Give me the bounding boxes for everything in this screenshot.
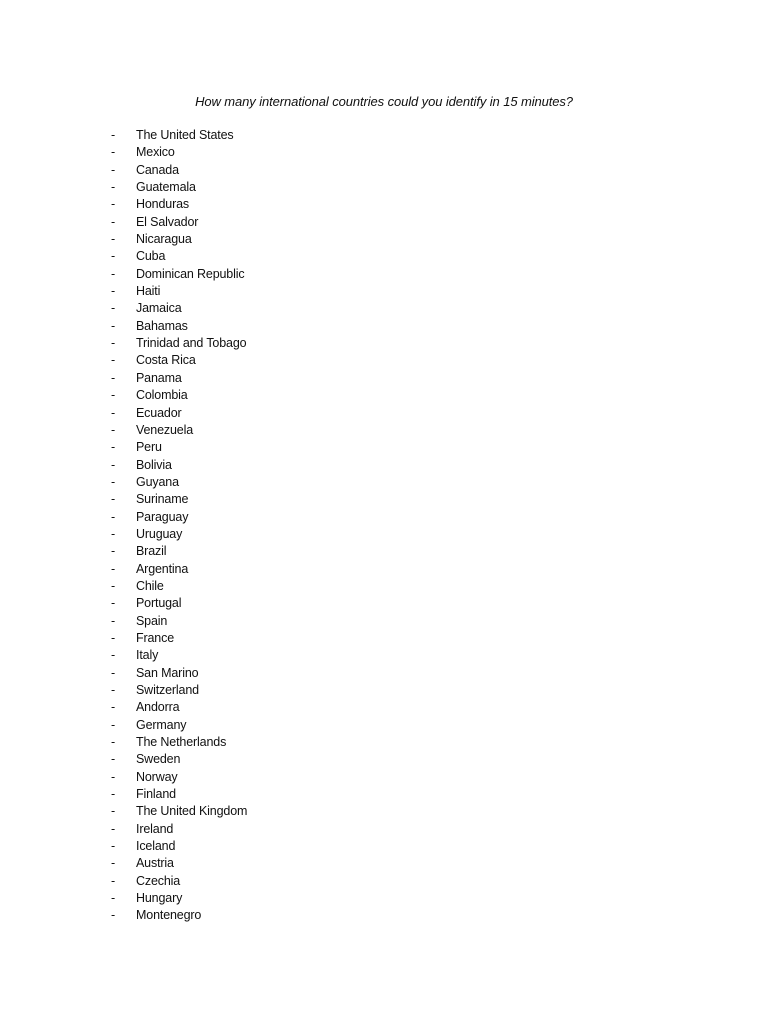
page-title: How many international countries could you identify in 15 minutes? — [195, 94, 573, 109]
list-item — [0, 214, 400, 231]
list-item — [0, 162, 400, 179]
bullet-dash: - — [111, 249, 116, 264]
country-name: San Marino — [136, 665, 199, 680]
bullet-dash: - — [111, 596, 116, 611]
bullet-dash: - — [111, 336, 116, 351]
list-item — [0, 734, 400, 751]
bullet-dash: - — [111, 630, 116, 645]
country-name: Switzerland — [136, 683, 199, 697]
country-name: Bahamas — [136, 318, 188, 333]
list-item — [0, 283, 400, 300]
country-name: Sweden — [136, 752, 181, 767]
bullet-dash: - — [111, 839, 116, 854]
bullet-dash: - — [111, 873, 116, 888]
country-name: Andorra — [136, 700, 180, 715]
list-item — [0, 630, 400, 647]
bullet-dash: - — [111, 908, 116, 923]
country-name: Norway — [136, 769, 178, 784]
bullet-dash: - — [111, 405, 116, 420]
list-item — [0, 300, 400, 317]
country-name: Portugal — [136, 596, 182, 611]
bullet-dash: - — [111, 214, 116, 229]
bullet-dash: - — [111, 422, 116, 437]
country-name: Czechia — [136, 873, 181, 888]
country-name: Cuba — [136, 249, 166, 264]
list-item — [0, 613, 400, 630]
country-name: The United States — [136, 128, 234, 142]
list-item — [0, 509, 400, 526]
list-item — [0, 335, 400, 352]
country-name: Costa Rica — [136, 353, 196, 368]
list-item — [0, 144, 400, 161]
country-name: Jamaica — [136, 301, 182, 316]
list-item — [0, 127, 400, 144]
country-name: Austria — [136, 856, 174, 871]
bullet-dash: - — [111, 197, 116, 212]
country-name: Dominican Republic — [136, 266, 245, 281]
bullet-dash: - — [111, 388, 116, 403]
country-name: Finland — [136, 787, 176, 802]
list-item — [0, 318, 400, 335]
country-name: Germany — [136, 717, 187, 732]
country-name: Montenegro — [136, 908, 202, 923]
list-item — [0, 196, 400, 213]
bullet-dash: - — [111, 648, 116, 663]
list-item — [0, 890, 400, 907]
bullet-dash: - — [111, 162, 116, 177]
list-item — [0, 665, 400, 682]
list-item — [0, 699, 400, 716]
country-name: Chile — [136, 578, 164, 593]
country-name: France — [136, 630, 175, 645]
list-item — [0, 370, 400, 387]
bullet-dash: - — [111, 353, 116, 368]
country-name: Bolivia — [136, 457, 172, 472]
country-name: Italy — [136, 648, 159, 663]
country-name: Panama — [136, 370, 182, 385]
list-item — [0, 474, 400, 491]
list-item — [0, 543, 400, 560]
bullet-dash: - — [111, 370, 116, 385]
bullet-dash: - — [111, 232, 116, 247]
bullet-dash: - — [111, 856, 116, 871]
bullet-dash: - — [111, 804, 116, 819]
country-name: Paraguay — [136, 509, 189, 524]
country-list — [0, 127, 400, 925]
bullet-dash: - — [111, 180, 116, 195]
country-name: Uruguay — [136, 526, 183, 541]
bullet-dash: - — [111, 492, 116, 507]
country-name: Guyana — [136, 474, 179, 489]
country-name: Honduras — [136, 197, 189, 212]
bullet-dash: - — [111, 891, 116, 906]
bullet-dash: - — [111, 318, 116, 333]
bullet-dash: - — [111, 509, 116, 524]
bullet-dash: - — [111, 821, 116, 836]
list-item — [0, 751, 400, 768]
bullet-dash: - — [111, 613, 116, 628]
list-item — [0, 873, 400, 890]
country-name: Canada — [136, 162, 179, 177]
list-item — [0, 682, 400, 699]
list-item — [0, 578, 400, 595]
country-name: Spain — [136, 613, 168, 628]
country-name: Colombia — [136, 388, 188, 403]
country-name: The United Kingdom — [136, 804, 248, 819]
list-item — [0, 907, 400, 924]
bullet-dash: - — [111, 526, 116, 541]
list-item — [0, 231, 400, 248]
country-name: Suriname — [136, 492, 189, 507]
list-item — [0, 717, 400, 734]
country-name: Haiti — [136, 284, 161, 299]
country-name: Trinidad and Tobago — [136, 336, 247, 351]
list-item — [0, 647, 400, 664]
bullet-dash: - — [111, 665, 116, 680]
country-name: Argentina — [136, 561, 189, 576]
country-name: Brazil — [136, 544, 167, 559]
list-item — [0, 821, 400, 838]
list-item — [0, 387, 400, 404]
list-item — [0, 439, 400, 456]
list-item — [0, 352, 400, 369]
list-item — [0, 769, 400, 786]
list-item — [0, 838, 400, 855]
country-name: El Salvador — [136, 214, 199, 229]
bullet-dash: - — [111, 474, 116, 489]
list-item — [0, 526, 400, 543]
bullet-dash: - — [111, 735, 116, 750]
list-item — [0, 179, 400, 196]
bullet-dash: - — [111, 544, 116, 559]
country-name: Ecuador — [136, 405, 182, 420]
country-name: Mexico — [136, 145, 175, 160]
country-name: Nicaragua — [136, 232, 192, 247]
bullet-dash: - — [111, 284, 116, 299]
bullet-dash: - — [111, 301, 116, 316]
country-name: Venezuela — [136, 422, 194, 437]
country-name: Iceland — [136, 839, 176, 854]
country-name: Guatemala — [136, 180, 196, 195]
bullet-dash: - — [111, 700, 116, 715]
country-name: Ireland — [136, 821, 174, 836]
country-name: Peru — [136, 440, 162, 455]
bullet-dash: - — [111, 769, 116, 784]
bullet-dash: - — [111, 683, 116, 697]
list-item — [0, 266, 400, 283]
list-item — [0, 248, 400, 265]
list-item — [0, 855, 400, 872]
country-name: The Netherlands — [136, 735, 227, 750]
bullet-dash: - — [111, 128, 116, 142]
list-item — [0, 595, 400, 612]
bullet-dash: - — [111, 561, 116, 576]
list-item — [0, 405, 400, 422]
bullet-dash: - — [111, 717, 116, 732]
bullet-dash: - — [111, 578, 116, 593]
bullet-dash: - — [111, 752, 116, 767]
list-item — [0, 422, 400, 439]
list-item — [0, 491, 400, 508]
bullet-dash: - — [111, 457, 116, 472]
bullet-dash: - — [111, 440, 116, 455]
list-item — [0, 457, 400, 474]
country-name: Hungary — [136, 891, 183, 906]
list-item — [0, 786, 400, 803]
bullet-dash: - — [111, 787, 116, 802]
bullet-dash: - — [111, 145, 116, 160]
list-item — [0, 561, 400, 578]
list-item — [0, 803, 400, 820]
bullet-dash: - — [111, 266, 116, 281]
